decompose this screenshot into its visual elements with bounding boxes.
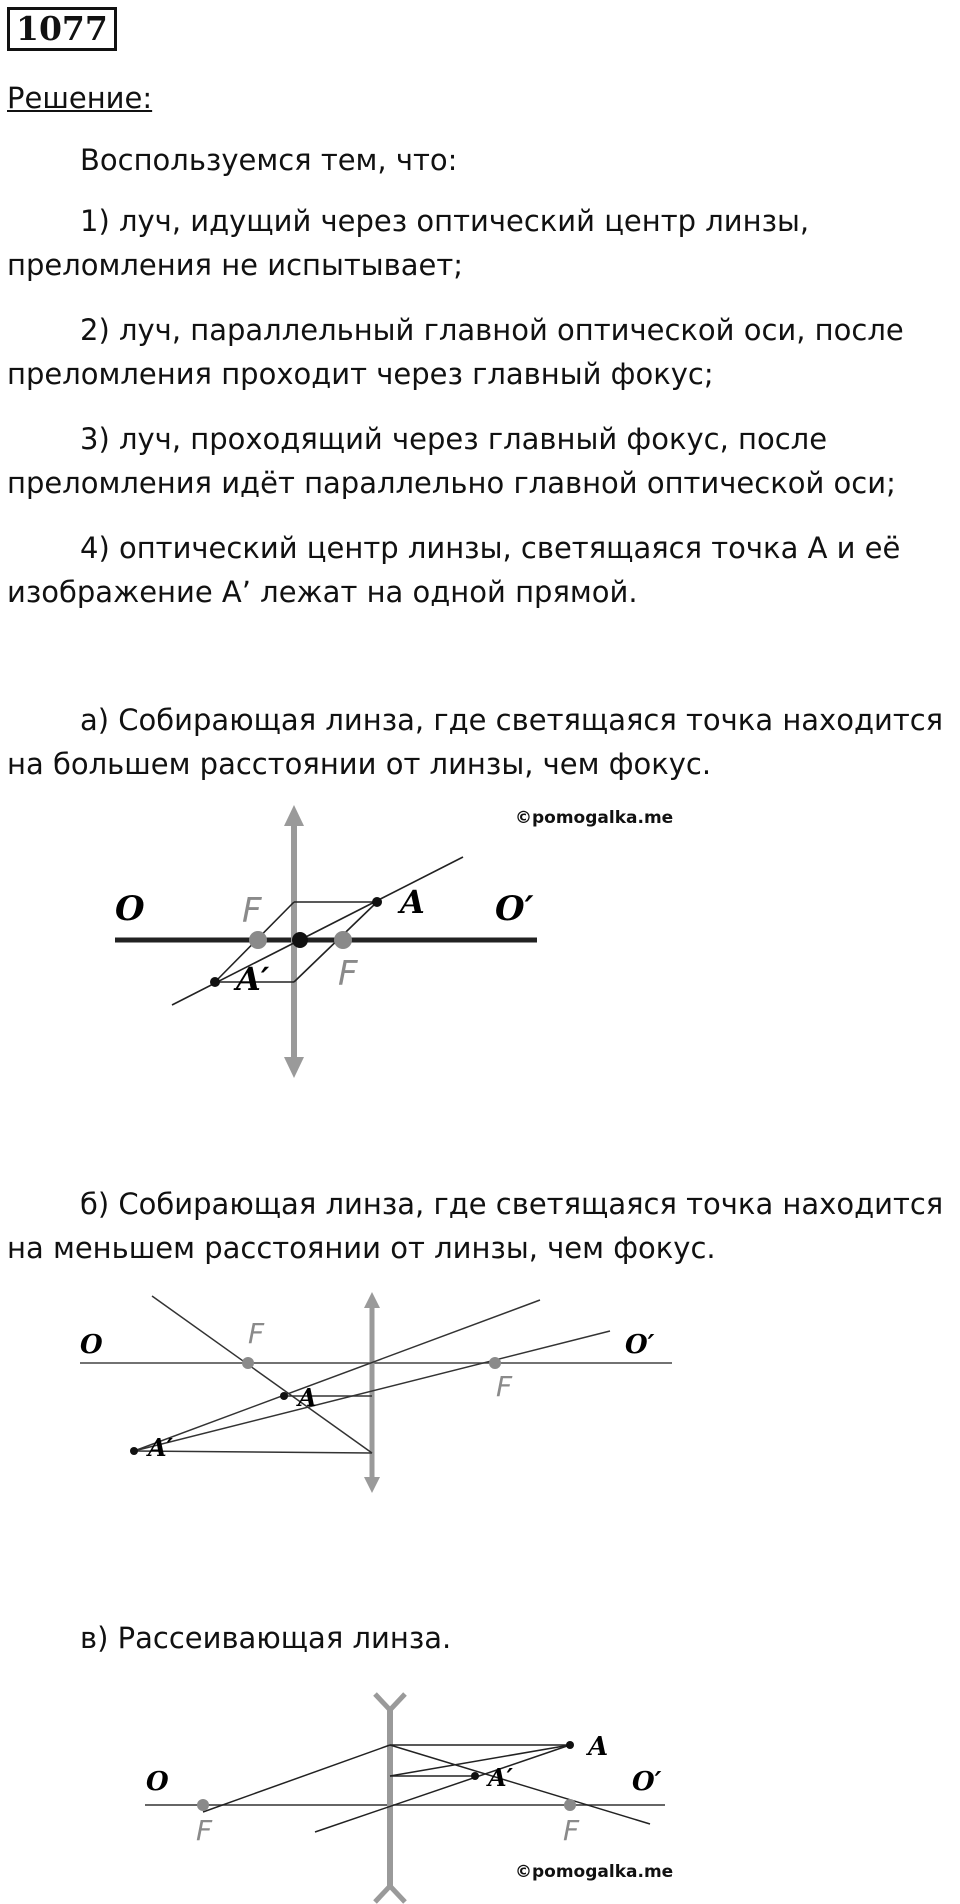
lens-v-top [375,1694,405,1710]
intro-text: Воспользуемся тем, что: [80,143,458,177]
image-a [210,977,220,987]
diagram-c [0,1690,960,1904]
focus-label-right: F [338,954,358,994]
axis-label-o-prime: O′ [495,889,534,929]
focus-label-left: F [248,1317,265,1350]
point-a [280,1392,288,1400]
lens-arrow-top [364,1292,380,1308]
point-a [372,897,382,907]
axis-label-o: O [80,1330,103,1360]
problem-number: 1077 [7,7,117,51]
label-a: A [588,1732,609,1762]
image-a [130,1447,138,1455]
ray-construction [203,1745,650,1832]
axis-label-o-prime: O′ [625,1330,655,1360]
rule-2: 2) луч, параллельный главной оптической оси, после преломления проходит через главный фокус; [7,313,904,391]
point-a [566,1741,574,1749]
case-a-text: а) Собирающая линза, где светящаяся точка находится на большем расстоянии от линзы, чем фокус. [7,703,944,781]
lens-arrow-bottom [284,1057,304,1078]
watermark-top: ©pomogalka.me [515,808,674,828]
focus-right-point [564,1799,576,1811]
axis-label-o: O [146,1767,169,1797]
label-a-prime: A′ [488,1763,513,1792]
focus-right-point [489,1357,501,1369]
solution-heading: Решение: [7,81,153,115]
image-a [471,1772,479,1780]
label-a-prime: A′ [236,960,270,998]
axis-label-o-prime: O′ [632,1767,662,1797]
label-a: A [400,883,425,921]
focus-label-right: F [496,1370,513,1403]
rule-4: 4) оптический центр линзы, светящаяся точка А и её изображение А’ лежат на одной прямой. [7,531,901,609]
lens-v-bottom [375,1886,405,1902]
focus-left-point [249,931,267,949]
focus-right-point [334,931,352,949]
axis-label-o: O [115,889,145,929]
case-c-text: в) Рассеивающая линза. [80,1621,452,1655]
label-a-prime: A′ [148,1433,173,1462]
lens-arrow-bottom [364,1477,380,1493]
focus-left-point [242,1357,254,1369]
case-b-text: б) Собирающая линза, где светящаяся точка находится на меньшем расстоянии от линзы, чем фокус. [7,1187,944,1265]
focus-label-right: F [563,1814,580,1847]
label-a: A [298,1383,317,1412]
optical-center-point [292,932,308,948]
rule-3: 3) луч, проходящий через главный фокус, после преломления идёт параллельно главной оптической оси; [7,422,896,500]
rule-1: 1) луч, идущий через оптический центр линзы, преломления не испытывает; [7,204,810,282]
diagram-b [0,1288,960,1498]
diagram-a [0,800,960,1080]
focus-label-left: F [196,1814,213,1847]
focus-left-point [197,1799,209,1811]
lens-arrow-top [284,805,304,826]
watermark-bottom: ©pomogalka.me [515,1862,674,1882]
focus-label-left: F [242,891,262,931]
